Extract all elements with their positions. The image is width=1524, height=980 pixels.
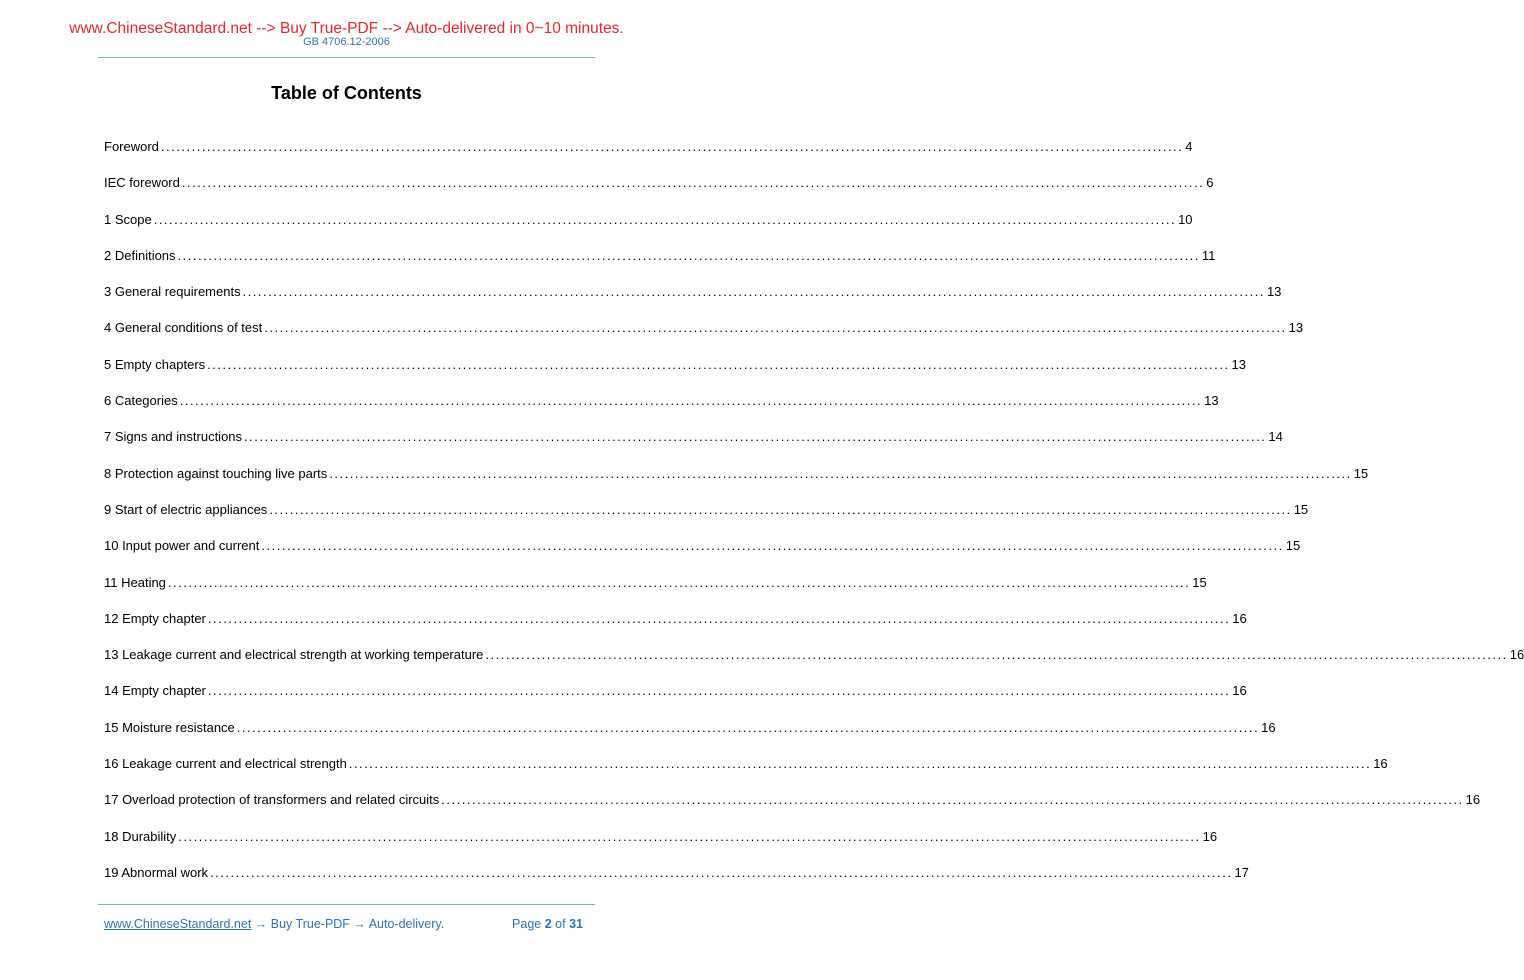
toc-dot-leader: ........................................................................................................................................................................................................ [264, 320, 1287, 336]
toc-dot-leader: ........................................................................................................................................................................................................ [441, 792, 1464, 808]
toc-entry-title: 6 Categories [104, 393, 178, 409]
toc-entry-page: 10 [1178, 211, 1193, 227]
toc-entry-title: Foreword [104, 139, 159, 154]
toc-entry[interactable] [104, 139, 1193, 175]
toc-entry-title: 19 Abnormal work [104, 864, 209, 880]
toc-entry-page: 15 [1353, 465, 1369, 481]
toc-dot-leader: ........................................................................................................................................................................................................ [244, 429, 1267, 445]
toc-dot-leader: ........................................................................................................................................................................................................ [160, 139, 1184, 154]
footer-tagline: → Buy True-PDF → Auto-delivery. [251, 917, 445, 931]
toc-entry-title: 2 Definitions [104, 247, 176, 263]
toc-dot-leader: ........................................................................................................................................................................................................ [177, 247, 1200, 263]
toc-entry-page: 11 [1201, 247, 1216, 263]
toc-dot-leader: ........................................................................................................................................................................................................ [485, 647, 1508, 663]
toc-entry-title: 11 Heating [104, 574, 166, 590]
toc-entry-page: 13 [1288, 320, 1304, 336]
toc-entry-page: 16 [1202, 828, 1218, 844]
toc-entry-title: 8 Protection against touching live parts [104, 465, 328, 481]
toc-entry[interactable] [104, 864, 1249, 901]
page-of-label: of [555, 917, 566, 931]
toc-entry[interactable] [104, 356, 1246, 393]
toc-entry[interactable] [104, 320, 1304, 356]
toc-entry[interactable] [104, 792, 1481, 828]
toc-dot-leader: ........................................................................................................................................................................................................ [242, 284, 1265, 300]
toc-entry-page: 4 [1185, 139, 1193, 154]
toc-entry-page: 14 [1268, 429, 1283, 445]
toc-dot-leader: ........................................................................................................................................................................................................ [178, 828, 1201, 844]
toc-entry-title: 9 Start of electric appliances [104, 501, 268, 517]
toc-entry[interactable] [104, 610, 1247, 647]
footer [104, 916, 587, 932]
toc-entry[interactable] [104, 828, 1218, 865]
toc-entry[interactable] [104, 247, 1216, 284]
footer-promo [104, 916, 444, 932]
footer-site-link[interactable]: www.ChineseStandard.net [104, 917, 252, 931]
toc-entry-page: 16 [1465, 792, 1481, 808]
toc-dot-leader: ........................................................................................................................................................................................................ [329, 465, 1352, 481]
toc-dot-leader: ........................................................................................................................................................................................................ [210, 864, 1233, 880]
top-banner: www.ChineseStandard.net --> Buy True-PDF --> Auto-delivered in 0~10 minutes. [69, 20, 624, 37]
toc-dot-leader: ........................................................................................................................................................................................................ [181, 175, 1205, 191]
toc-entry-page: 16 [1232, 610, 1247, 626]
toc-entry-page: 16 [1261, 719, 1276, 735]
toc-entry[interactable] [104, 211, 1193, 248]
toc-entry-page: 15 [1192, 574, 1207, 590]
toc-entry-title: 5 Empty chapters [104, 356, 206, 372]
toc-entry[interactable] [104, 175, 1214, 211]
table-of-contents [104, 139, 1524, 901]
toc-entry-title: 16 Leakage current and electrical strength [104, 756, 347, 772]
toc-dot-leader: ........................................................................................................................................................................................................ [207, 683, 1231, 699]
toc-dot-leader: ........................................................................................................................................................................................................ [236, 719, 1260, 735]
toc-entry-page: 17 [1234, 864, 1249, 880]
document-code: GB 4706.12-2006 [303, 36, 390, 48]
page-label: Page [512, 917, 542, 931]
toc-dot-leader: ........................................................................................................................................................................................................ [261, 538, 1284, 554]
page-total: 31 [569, 917, 583, 931]
toc-entry-page: 16 [1373, 756, 1388, 772]
toc-entry-title: 18 Durability [104, 828, 177, 844]
toc-dot-leader: ........................................................................................................................................................................................................ [207, 610, 1231, 626]
toc-dot-leader: ........................................................................................................................................................................................................ [179, 393, 1203, 409]
toc-entry-page: 13 [1204, 393, 1219, 409]
page-indicator [512, 916, 583, 932]
toc-entry-title: 12 Empty chapter [104, 610, 206, 626]
toc-entry[interactable] [104, 647, 1524, 683]
toc-dot-leader: ........................................................................................................................................................................................................ [207, 356, 1230, 372]
toc-entry[interactable] [104, 429, 1283, 465]
toc-entry-page: 15 [1285, 538, 1301, 554]
toc-entry-title: 3 General requirements [104, 284, 241, 300]
toc-dot-leader: ........................................................................................................................................................................................................ [269, 501, 1292, 517]
toc-entry[interactable] [104, 683, 1247, 719]
footer-divider [98, 904, 595, 905]
toc-entry-page: 16 [1509, 647, 1524, 663]
toc-dot-leader: ........................................................................................................................................................................................................ [167, 574, 1191, 590]
toc-entry-page: 13 [1266, 284, 1282, 300]
toc-entry[interactable] [104, 393, 1219, 429]
toc-dot-leader: ........................................................................................................................................................................................................ [153, 211, 1177, 227]
toc-entry[interactable] [104, 501, 1309, 538]
toc-entry-page: 15 [1293, 501, 1309, 517]
toc-entry[interactable] [104, 465, 1369, 502]
page-title: Table of Contents [271, 83, 422, 103]
toc-entry-title: 17 Overload protection of transformers and related circuits [104, 792, 440, 808]
toc-entry-page: 13 [1231, 356, 1246, 372]
toc-entry-title: IEC foreword [104, 175, 180, 191]
toc-entry-title: 4 General conditions of test [104, 320, 263, 336]
page-current: 2 [544, 917, 552, 931]
toc-entry-page: 16 [1232, 683, 1247, 699]
toc-entry-title: 13 Leakage current and electrical strength at working temperature [104, 647, 484, 663]
toc-entry-title: 14 Empty chapter [104, 683, 206, 699]
toc-entry[interactable] [104, 756, 1388, 792]
toc-entry-title: 15 Moisture resistance [104, 719, 235, 735]
header-divider [98, 57, 595, 58]
toc-entry[interactable] [104, 538, 1301, 574]
toc-entry[interactable] [104, 284, 1282, 320]
toc-entry-title: 10 Input power and current [104, 538, 260, 554]
toc-entry-page: 6 [1206, 175, 1214, 191]
toc-entry-title: 7 Signs and instructions [104, 429, 243, 445]
toc-entry-title: 1 Scope [104, 211, 152, 227]
toc-entry[interactable] [104, 719, 1276, 756]
toc-entry[interactable] [104, 574, 1207, 611]
toc-dot-leader: ........................................................................................................................................................................................................ [348, 756, 1372, 772]
